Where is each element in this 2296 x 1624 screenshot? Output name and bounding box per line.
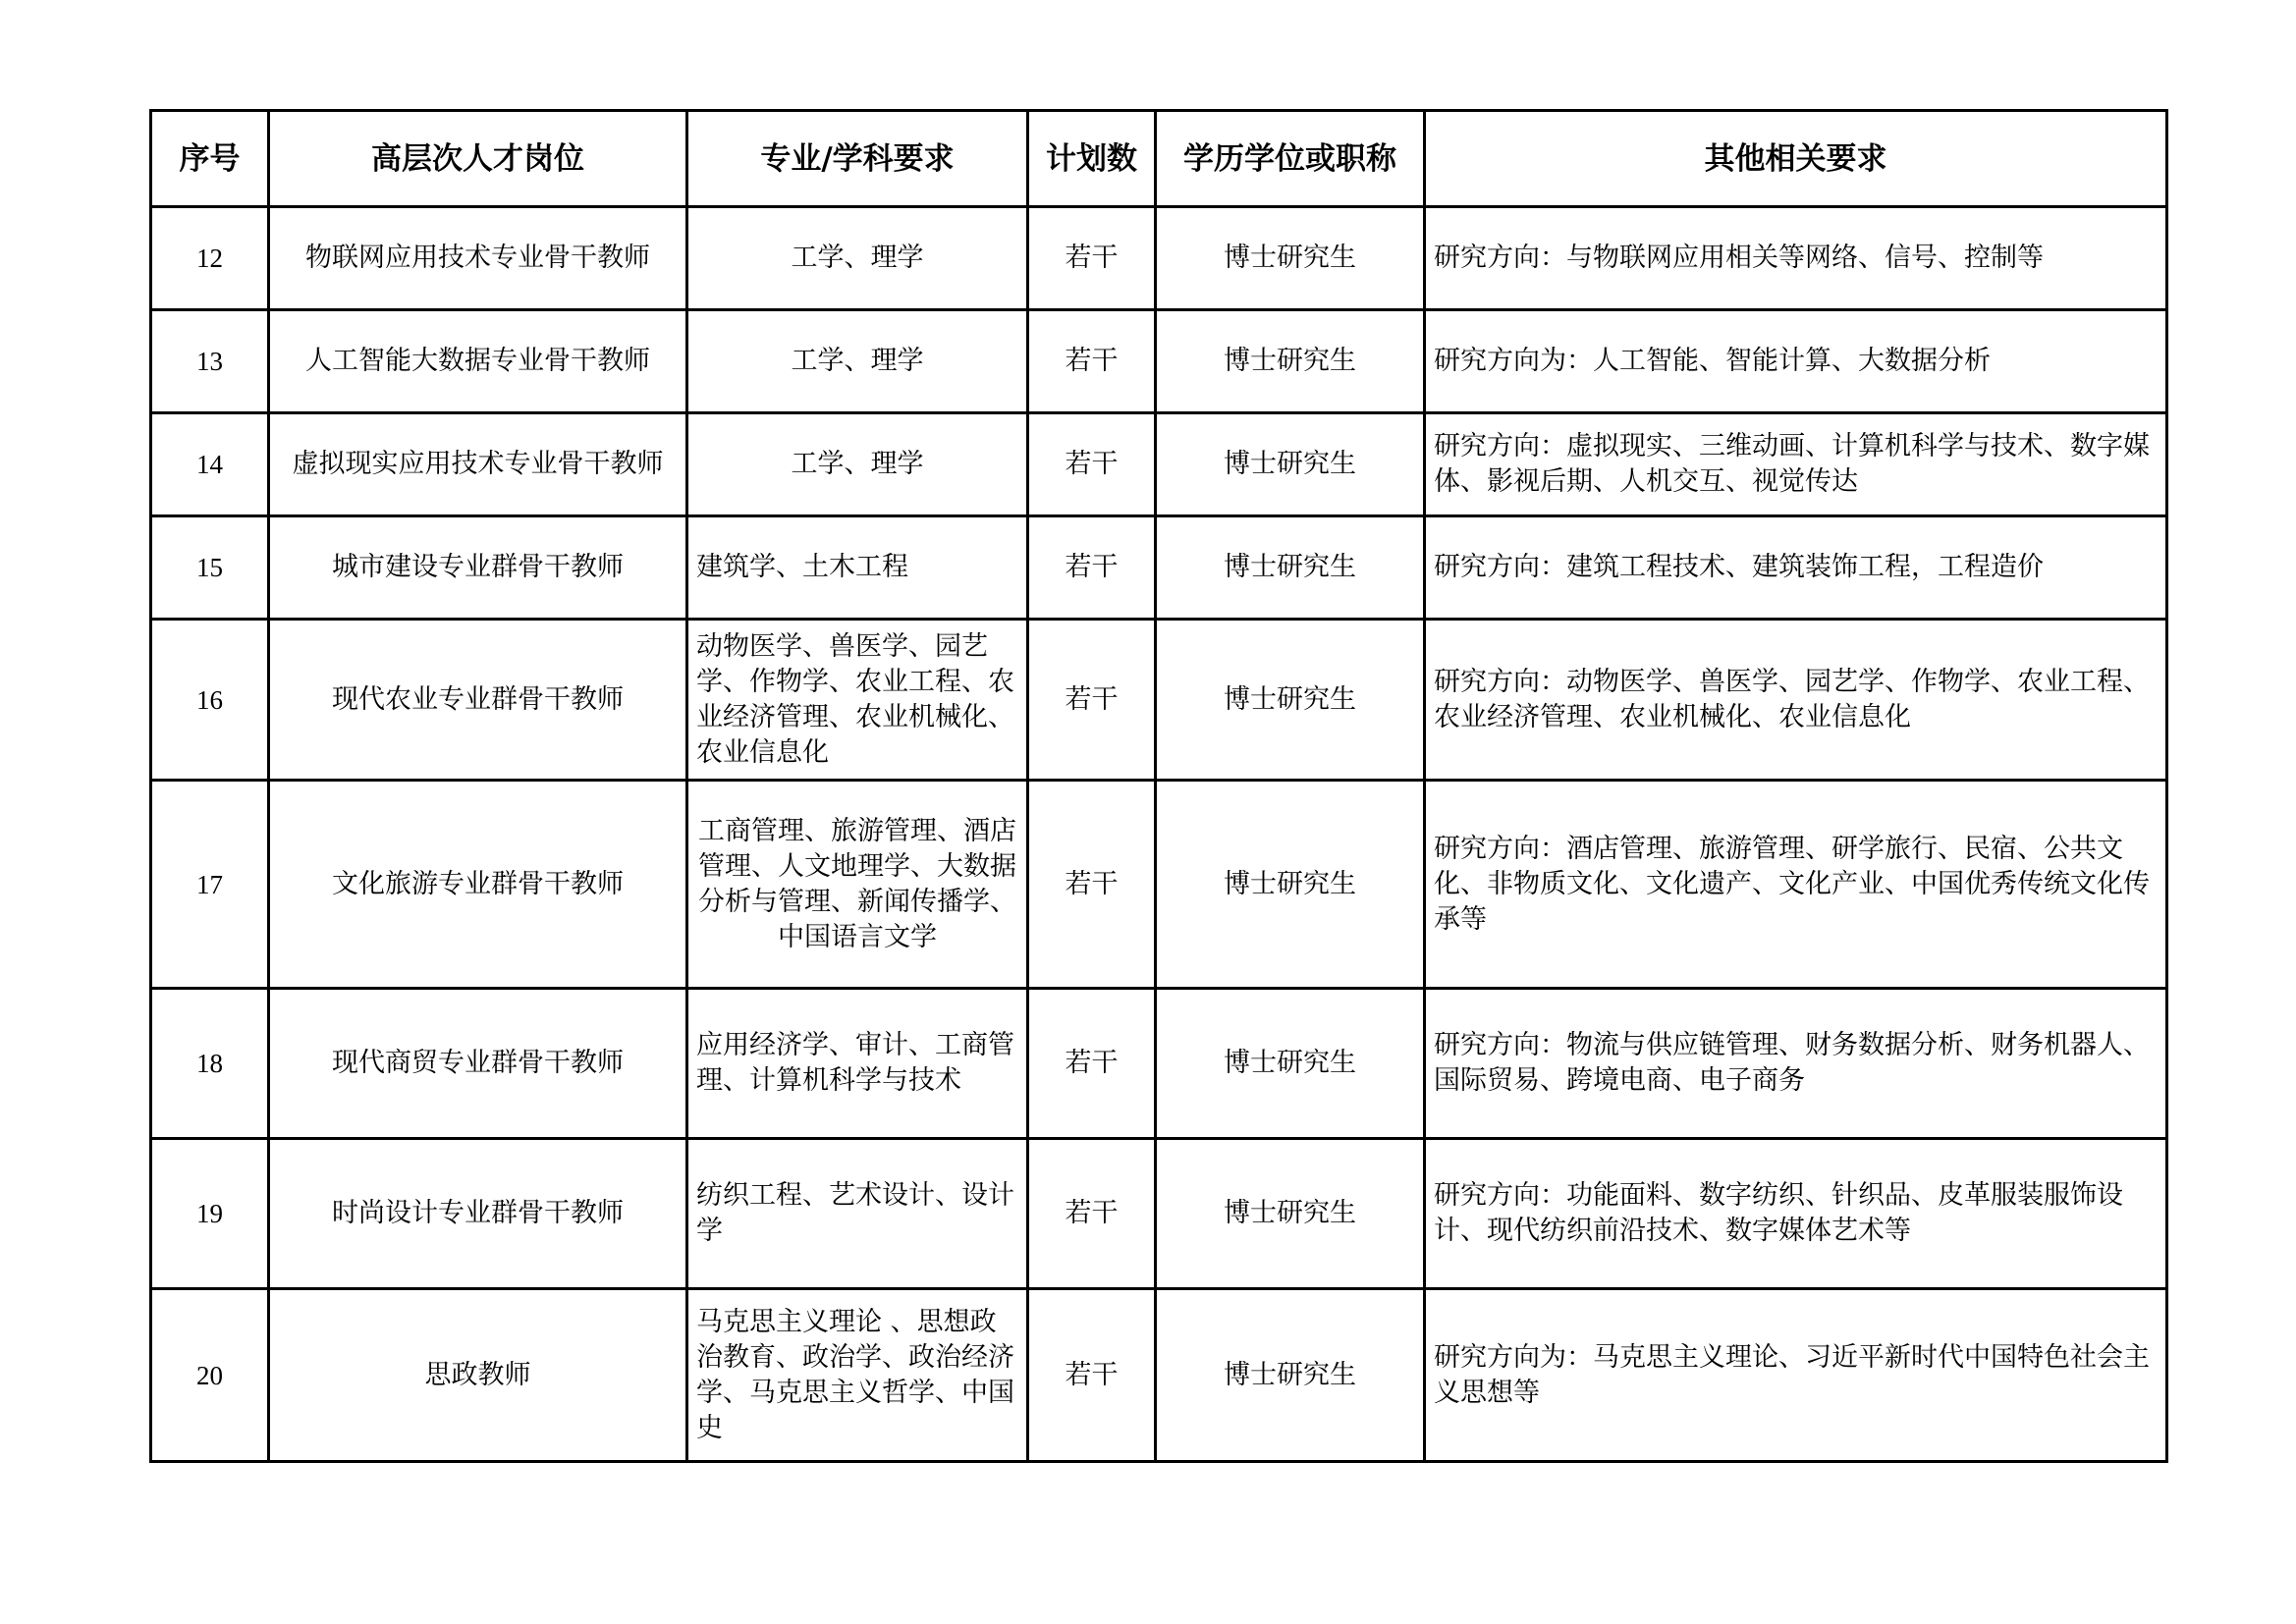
cell-major: 工学、理学 — [687, 310, 1028, 413]
cell-other: 研究方向：建筑工程技术、建筑装饰工程，工程造价 — [1425, 516, 2167, 620]
cell-post: 现代农业专业群骨干教师 — [269, 620, 687, 781]
cell-serial: 16 — [151, 620, 269, 781]
cell-post: 时尚设计专业群骨干教师 — [269, 1139, 687, 1289]
cell-other: 研究方向：动物医学、兽医学、园艺学、作物学、农业工程、农业经济管理、农业机械化、农业信息化 — [1425, 620, 2167, 781]
cell-serial: 12 — [151, 207, 269, 310]
cell-count: 若干 — [1028, 781, 1156, 989]
cell-degree: 博士研究生 — [1156, 310, 1425, 413]
cell-other: 研究方向：虚拟现实、三维动画、计算机科学与技术、数字媒体、影视后期、人机交互、视觉传达 — [1425, 413, 2167, 516]
cell-post: 物联网应用技术专业骨干教师 — [269, 207, 687, 310]
cell-serial: 17 — [151, 781, 269, 989]
cell-degree: 博士研究生 — [1156, 781, 1425, 989]
cell-major: 建筑学、土木工程 — [687, 516, 1028, 620]
header-major: 专业/学科要求 — [687, 111, 1028, 207]
cell-count: 若干 — [1028, 1139, 1156, 1289]
header-other: 其他相关要求 — [1425, 111, 2167, 207]
table-row — [151, 207, 2167, 310]
table-header-row — [151, 111, 2167, 207]
header-post: 高层次人才岗位 — [269, 111, 687, 207]
cell-other: 研究方向：功能面料、数字纺织、针织品、皮革服装服饰设计、现代纺织前沿技术、数字媒体艺术等 — [1425, 1139, 2167, 1289]
cell-major: 工学、理学 — [687, 413, 1028, 516]
table-row — [151, 1139, 2167, 1289]
cell-count: 若干 — [1028, 207, 1156, 310]
cell-post: 思政教师 — [269, 1289, 687, 1462]
cell-count: 若干 — [1028, 989, 1156, 1139]
cell-post: 虚拟现实应用技术专业骨干教师 — [269, 413, 687, 516]
table-row — [151, 781, 2167, 989]
cell-post: 文化旅游专业群骨干教师 — [269, 781, 687, 989]
cell-count: 若干 — [1028, 516, 1156, 620]
cell-post: 人工智能大数据专业骨干教师 — [269, 310, 687, 413]
header-count: 计划数 — [1028, 111, 1156, 207]
cell-degree: 博士研究生 — [1156, 413, 1425, 516]
cell-major: 马克思主义理论 、思想政治教育、政治学、政治经济学、马克思主义哲学、中国史 — [687, 1289, 1028, 1462]
cell-degree: 博士研究生 — [1156, 516, 1425, 620]
cell-serial: 13 — [151, 310, 269, 413]
header-serial: 序号 — [151, 111, 269, 207]
cell-major: 应用经济学、审计、工商管理、计算机科学与技术 — [687, 989, 1028, 1139]
cell-count: 若干 — [1028, 310, 1156, 413]
cell-count: 若干 — [1028, 620, 1156, 781]
cell-serial: 20 — [151, 1289, 269, 1462]
cell-degree: 博士研究生 — [1156, 1289, 1425, 1462]
cell-degree: 博士研究生 — [1156, 620, 1425, 781]
cell-serial: 15 — [151, 516, 269, 620]
cell-degree: 博士研究生 — [1156, 207, 1425, 310]
table-row — [151, 620, 2167, 781]
table-row — [151, 310, 2167, 413]
cell-other: 研究方向：酒店管理、旅游管理、研学旅行、民宿、公共文化、非物质文化、文化遗产、文化产业、中国优秀传统文化传承等 — [1425, 781, 2167, 989]
cell-degree: 博士研究生 — [1156, 989, 1425, 1139]
table-row — [151, 1289, 2167, 1462]
table-row — [151, 516, 2167, 620]
cell-major: 工商管理、旅游管理、酒店管理、人文地理学、大数据分析与管理、新闻传播学、中国语言文学 — [687, 781, 1028, 989]
cell-count: 若干 — [1028, 1289, 1156, 1462]
cell-other: 研究方向：与物联网应用相关等网络、信号、控制等 — [1425, 207, 2167, 310]
cell-serial: 14 — [151, 413, 269, 516]
cell-serial: 19 — [151, 1139, 269, 1289]
table-row — [151, 413, 2167, 516]
cell-other: 研究方向为：马克思主义理论、习近平新时代中国特色社会主义思想等 — [1425, 1289, 2167, 1462]
cell-other: 研究方向：物流与供应链管理、财务数据分析、财务机器人、国际贸易、跨境电商、电子商务 — [1425, 989, 2167, 1139]
cell-major: 纺织工程、艺术设计、设计学 — [687, 1139, 1028, 1289]
cell-degree: 博士研究生 — [1156, 1139, 1425, 1289]
table-row — [151, 989, 2167, 1139]
cell-count: 若干 — [1028, 413, 1156, 516]
cell-post: 现代商贸专业群骨干教师 — [269, 989, 687, 1139]
cell-major: 动物医学、兽医学、园艺学、作物学、农业工程、农业经济管理、农业机械化、农业信息化 — [687, 620, 1028, 781]
cell-other: 研究方向为：人工智能、智能计算、大数据分析 — [1425, 310, 2167, 413]
cell-post: 城市建设专业群骨干教师 — [269, 516, 687, 620]
recruitment-table — [149, 109, 2168, 1463]
cell-serial: 18 — [151, 989, 269, 1139]
cell-major: 工学、理学 — [687, 207, 1028, 310]
header-degree: 学历学位或职称 — [1156, 111, 1425, 207]
